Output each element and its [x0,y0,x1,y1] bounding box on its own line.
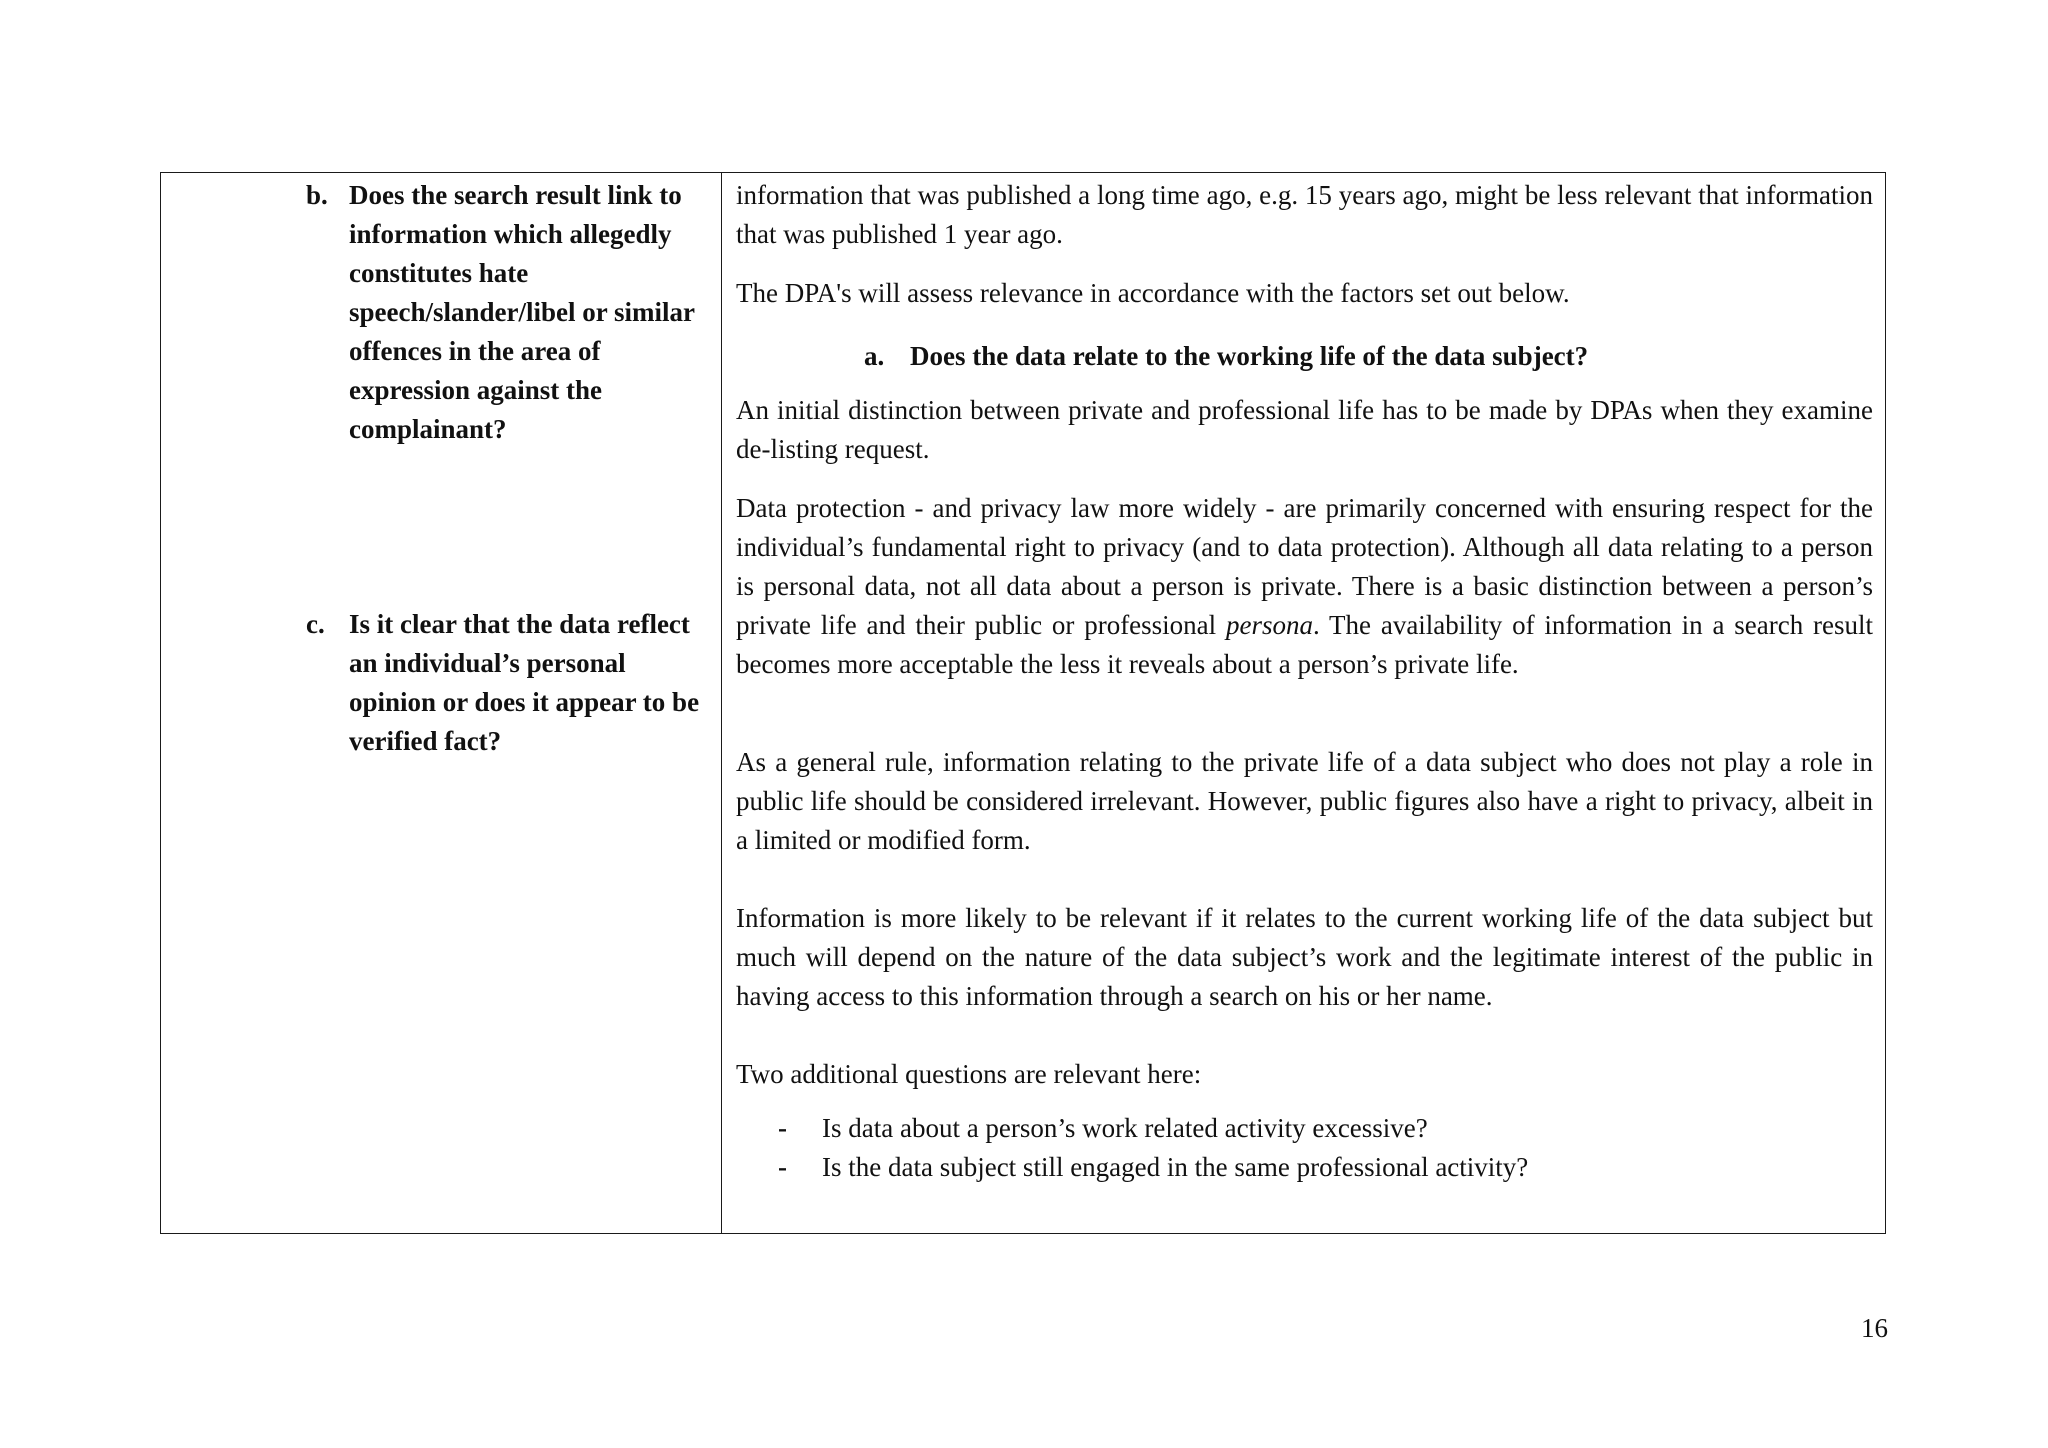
questions-column [161,173,722,1233]
paragraph: As a general rule, information relating to the private life of a data subject who does not play a role in public life should be considered irrelevant. However, public figures also have a right to privacy, albeit in a limited or modified form. [736,747,1873,855]
paragraph: Information is more likely to be relevant if it relates to the current working life of the data subject but much will depend on the nature of the data subject’s work and the legitimate interest of the public in having access to this information through a search on his or her name. [736,903,1873,1011]
bullet-text: Is the data subject still engaged in the same professional activity? [822,1152,1529,1182]
paragraph: information that was published a long time ago, e.g. 15 years ago, might be less relevant that information that was published 1 year ago. [736,180,1873,249]
content-table [160,172,1886,1234]
paragraph: The DPA's will assess relevance in accordance with the factors set out below. [736,278,1570,308]
emphasis-text: persona [1225,610,1313,640]
paragraph-text: . The availability of information in a search result becomes more acceptable the less it reveals about a person’s private life. [736,610,1873,679]
bullet-marker: - [778,1113,787,1143]
subheading-text: Does the data relate to the working life of the data subject? [910,341,1589,371]
question-marker: c. [306,609,325,639]
question-text: Does the search result link to information which allegedly constitutes hate speech/slander/libel or similar offences in the area of expression against the complainant? [349,180,695,444]
paragraph-text: Data protection - and privacy law more widely - are primarily concerned with ensuring respect for the individual’s fundamental right to privacy (and to data protection). Although all data relating to a person is personal data, not all data about a person is private. There is a basic distinction between a person’s private life and their public or professional [736,493,1873,640]
page-number: 16 [1861,1313,1888,1343]
paragraph: An initial distinction between private and professional life has to be made by DPAs when they examine de-listing request. [736,395,1873,464]
paragraph: Two additional questions are relevant here: [736,1059,1202,1089]
question-marker: b. [306,180,328,210]
paragraph [736,489,1873,684]
bullet-text: Is data about a person’s work related activity excessive? [822,1113,1428,1143]
bullet-marker: - [778,1152,787,1182]
question-text: Is it clear that the data reflect an individual’s personal opinion or does it appear to be verified fact? [349,609,700,756]
subheading-marker: a. [864,341,885,371]
guidance-column [722,173,1885,1233]
